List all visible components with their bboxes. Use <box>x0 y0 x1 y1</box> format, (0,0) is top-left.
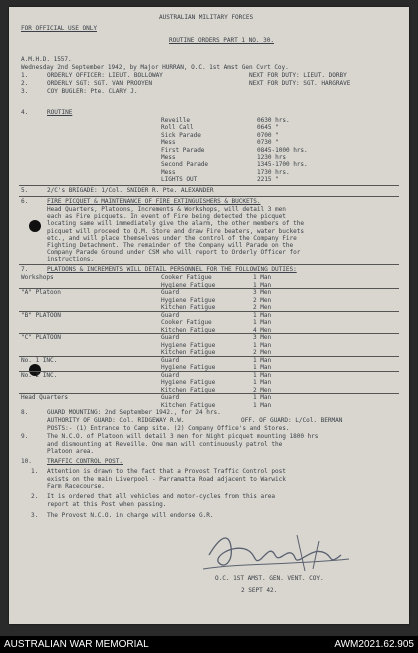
duty-men: 1 Man <box>253 401 272 409</box>
orderly-officer: ORDERLY OFFICER: LIEUT. BOLLOWAY <box>47 72 163 79</box>
footer-institution: AUSTRALIAN WAR MEMORIAL <box>4 639 149 650</box>
fire-picquet-line: Head Quarters, Platoons, Increments & Workshops, will detail 3 men <box>47 206 286 213</box>
night-picquet-line: The N.C.O. of Platoon will detail 3 men for Night picquet mounting 1800 hrs <box>47 433 319 440</box>
duty-unit: "B" PLATOON <box>21 311 61 319</box>
fire-picquet-line: picquet will proceed to Q.M. Store and draw Fire beaters, water buckets <box>47 227 304 235</box>
authority-of-guard: AUTHORITY OF GUARD: Col. RIDGEWAY R.W. <box>47 417 185 424</box>
table-divider <box>19 393 399 394</box>
routine-item-time: 0645 " <box>257 124 279 132</box>
item-number: 10. <box>21 458 32 465</box>
item-number: 6. <box>21 198 29 205</box>
item-number: 2. <box>21 80 29 87</box>
duty-name: Kitchen Fatigue <box>161 304 216 311</box>
duty-men: 4 Men <box>253 326 272 334</box>
table-divider <box>19 356 399 357</box>
fire-picquet-line: Fighting Detachment. The remainder of the Company will Parade on the <box>47 242 294 249</box>
duty-name: Kitchen Fatigue <box>161 401 216 409</box>
duty-men: 1 Man <box>253 371 272 379</box>
routine-item-time: 0700 " <box>257 131 279 139</box>
routine-item-name: First Parade <box>161 146 205 154</box>
duty-name: Hygiene Fatigue <box>161 296 216 304</box>
duty-men: 1 Man <box>253 341 272 349</box>
duty-unit: No. 2 INC. <box>21 371 58 379</box>
duty-men: 2 Men <box>253 304 272 311</box>
routine-heading: ROUTINE <box>47 109 73 116</box>
duties-heading: PLATOONS & INCREMENTS WILL DETAIL PERSONNEL FOR THE FOLLOWING DUTIES: <box>47 266 297 273</box>
traffic-control-line: Farm Racecourse. <box>47 483 105 490</box>
routine-item-name: Reveille <box>161 117 190 124</box>
sub-item-number: 1. <box>31 468 39 475</box>
order-date-line: Wednesday 2nd September 1942, by Major HURRAN, O.C. 1st Amst Gen Cvrt Coy. <box>21 64 289 71</box>
night-picquet-line: Platoon area. <box>47 448 95 455</box>
routine-item-name: Sick Parade <box>161 131 201 139</box>
footer-bar <box>0 636 418 653</box>
orderly-sergeant-next: NEXT FOR DUTY: SGT. HARGRAVE <box>249 80 351 87</box>
item-number: 3. <box>21 88 29 95</box>
duty-name: Cooker Fatigue <box>161 274 212 281</box>
duty-unit: Workshops <box>21 274 54 281</box>
duty-name: Guard <box>161 334 180 341</box>
routine-item-time: 0845-1000 hrs. <box>257 146 308 154</box>
item-number: 9. <box>21 433 29 440</box>
duty-men: 1 Man <box>253 379 272 386</box>
table-divider <box>19 371 399 372</box>
routine-item-time: 1730 hrs. <box>257 168 290 176</box>
duty-unit: Head Quarters <box>21 394 69 401</box>
document-title: AUSTRALIAN MILITARY FORCES <box>159 14 254 21</box>
duty-name: Hygiene Fatigue <box>161 379 216 386</box>
guard-posts: POSTS:- (1) Entrance to Camp site. (2) Company Office's and Stores. <box>47 425 290 432</box>
duty-men: 1 Man <box>253 311 272 319</box>
duty-name: Guard <box>161 289 180 296</box>
item-number: 5. <box>21 187 29 194</box>
duty-name: Hygiene Fatigue <box>161 341 216 349</box>
vehicle-report-line: It is ordered that all vehicles and motor-cycles from this area <box>47 493 275 500</box>
item-number: 7. <box>21 266 29 273</box>
item-number: 8. <box>21 409 29 416</box>
footer-accession: AWM2021.62.905 <box>334 639 414 650</box>
signoff-date: 2 SEPT 42. <box>241 587 278 594</box>
sub-item-number: 3. <box>31 512 39 519</box>
duty-men: 1 Man <box>253 356 272 364</box>
routine-item-name: LIGHTS OUT <box>161 176 198 184</box>
item-number: 4. <box>21 109 29 116</box>
document-page <box>9 7 409 624</box>
traffic-control-line: exists on the main Liverpool - Parramatta Road adjacent to Warwick <box>47 475 286 483</box>
traffic-control-line: Attention is drawn to the fact that a Provost Traffic Control post <box>47 468 286 475</box>
duty-men: 1 Man <box>253 394 272 401</box>
duty-name: Guard <box>161 394 180 401</box>
duty-name: Hygiene Fatigue <box>161 281 216 289</box>
company-bugler: COY BUGLER: Pte. CLARY J. <box>47 88 138 95</box>
official-use-label: FOR OFFICIAL USE ONLY <box>21 25 97 32</box>
duty-men: 3 Men <box>253 334 272 341</box>
section-divider <box>19 185 399 186</box>
duty-name: Guard <box>161 311 180 319</box>
duty-men: 2 Men <box>253 296 272 304</box>
routine-item-name: Roll Call <box>161 124 194 132</box>
duty-men: 1 Man <box>253 281 272 289</box>
duty-men: 1 Man <box>253 364 272 371</box>
fire-picquet-line: locating same will immediately give the alarm, the other members of the <box>47 220 304 228</box>
signature-image <box>201 525 351 577</box>
duty-name: Cooker Fatigue <box>161 319 212 326</box>
duty-name: Kitchen Fatigue <box>161 386 216 394</box>
orders-title: ROUTINE ORDERS PART 1 NO. 30. <box>169 37 274 44</box>
table-divider <box>19 311 399 312</box>
item-number: 1. <box>21 72 29 79</box>
routine-item-time: 0730 " <box>257 139 279 147</box>
officer-of-guard: OFF. OF GUARD: L/Col. BERMAN <box>241 417 343 424</box>
signoff-unit: O.C. 1ST AMST. GEN. VENT. COY. <box>215 575 324 582</box>
provost-line: The Provost N.C.O. in charge will endorse G.R. <box>47 512 214 519</box>
duty-men: 2 Men <box>253 349 272 356</box>
fire-picquet-line: instructions. <box>47 256 95 264</box>
duty-name: Hygiene Fatigue <box>161 364 216 371</box>
fire-picquet-line: each as Fire picquets. In event of Fire being detected the picquet <box>47 213 286 221</box>
duty-men: 1 Man <box>253 274 272 281</box>
table-divider <box>19 333 399 334</box>
punch-hole-icon <box>29 220 41 232</box>
duty-name: Kitchen Fatigue <box>161 349 216 356</box>
orderly-officer-next: NEXT FOR DUTY: LIEUT. DORBY <box>249 72 347 79</box>
duty-men: 3 Men <box>253 289 272 296</box>
routine-item-name: Mess <box>161 168 176 176</box>
fire-picquet-heading: FIRE PICQUET & MAINTENANCE OF FIRE EXTINGUISHERS & BUCKETS. <box>47 198 261 205</box>
duty-name: Guard <box>161 371 180 379</box>
traffic-control-heading: TRAFFIC CONTROL POST. <box>47 458 123 465</box>
duty-men: 1 Man <box>253 319 272 326</box>
night-picquet-line: and dismounting at Reveille. One man will continuously patrol the <box>47 440 283 448</box>
vehicle-report-line: report at this Post when passing. <box>47 500 167 508</box>
sub-item-number: 2. <box>31 493 39 500</box>
brigade-line: 2/C's BRIGADE: 1/Col. SNIDER R. Pte. ALEXANDER <box>47 187 214 194</box>
routine-item-time: 0630 hrs. <box>257 117 290 124</box>
duty-unit: No. 1 INC. <box>21 356 58 364</box>
duty-unit: "A" Platoon <box>21 289 61 296</box>
routine-item-time: 1345-1700 hrs. <box>257 161 308 169</box>
routine-item-name: Mess <box>161 139 176 147</box>
routine-item-name: Mess <box>161 154 176 161</box>
section-divider <box>19 196 399 197</box>
duty-men: 2 Men <box>253 386 272 394</box>
guard-mounting: GUARD MOUNTING: 2nd September 1942., for 24 hrs. <box>47 409 221 416</box>
routine-item-time: 1230 hrs <box>257 154 286 161</box>
fire-picquet-line: etc., and will place themselves under the control of the Company Fire <box>47 234 297 242</box>
order-reference: A.M.H.D. 1557. <box>21 56 72 63</box>
orderly-sergeant: ORDERLY SGT: SGT. VAN PROOYEN <box>47 80 152 87</box>
fire-picquet-line: Company Parade Ground under CSM who will report to Orderly Officer for <box>47 249 301 257</box>
routine-item-time: 2215 " <box>257 176 279 184</box>
table-divider <box>19 288 399 289</box>
duty-name: Guard <box>161 356 180 364</box>
duty-name: Kitchen Fatigue <box>161 326 216 334</box>
section-divider <box>19 264 399 265</box>
routine-item-name: Second Parade <box>161 161 209 169</box>
duty-unit: "C" PLATOON <box>21 334 61 341</box>
